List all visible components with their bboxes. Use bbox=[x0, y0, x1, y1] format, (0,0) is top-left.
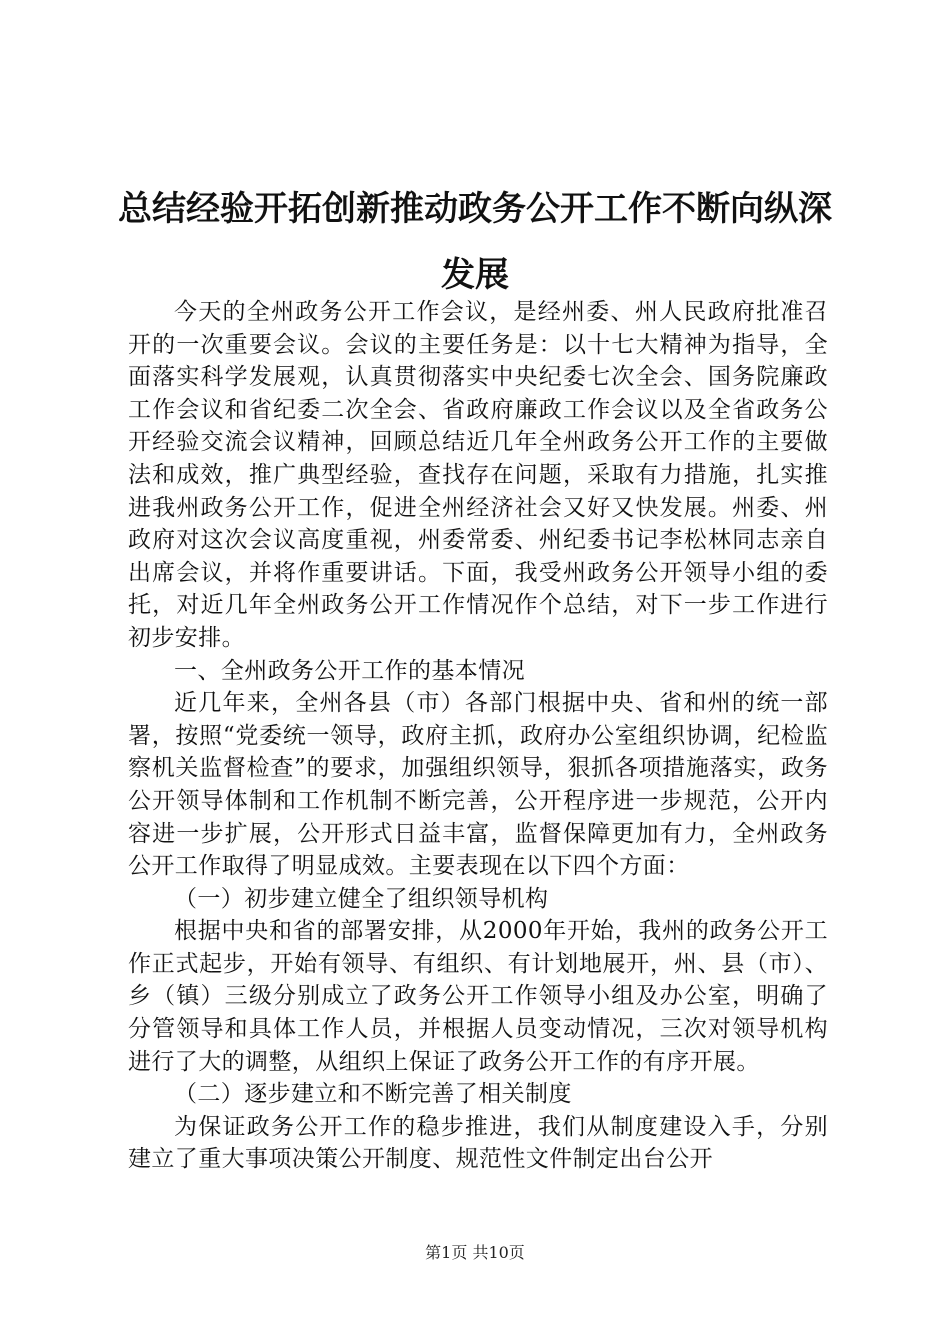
document-title: 总结经验开拓创新推动政务公开工作不断向纵深发展 bbox=[118, 189, 832, 295]
subsection-heading-2: （二）逐步建立和不断完善了相关制度 bbox=[174, 1081, 572, 1108]
paragraph-systems: 为保证政务公开工作的稳步推进，我们从制度建设入手，分别建立了重大事项决策公开制度、规范性文件制定出台公开 bbox=[128, 1113, 828, 1173]
paragraph-organization: 根据中央和省的部署安排，从2000年开始，我州的政务公开工作正式起步，开始有领导、有组织、有计划地展开，州、县（市）、乡（镇）三级分别成立了政务公开工作领导小组及办公室，明确了分管领导和具体工作人员，并根据人员变动情况，三次对领导机构进行了大的调整，从组织上保证了政务公开工作的有序开展。 bbox=[128, 918, 828, 1075]
paragraph-intro: 今天的全州政务公开工作会议，是经州委、州人民政府批准召开的一次重要会议。会议的主要任务是：以十七大精神为指导，全面落实科学发展观，认真贯彻落实中央纪委七次全会、国务院廉政工作会议和省纪委二次全会、省政府廉政工作会议以及全省政务公开经验交流会议精神，回顾总结近几年全州政务公开工作的主要做法和成效，推广典型经验，查找存在问题，采取有力措施，扎实推进我州政务公开工作，促进全州经济社会又好又快发展。州委、州政府对这次会议高度重视，州委常委、州纪委书记李松林同志亲自出席会议，并将作重要讲话。下面，我受州政务公开领导小组的委托，对近几年全州政务公开工作情况作个总结，对下一步工作进行初步安排。 bbox=[128, 299, 828, 651]
subsection-heading-1: （一）初步建立健全了组织领导机构 bbox=[174, 885, 549, 912]
section-heading-1: 一、全州政务公开工作的基本情况 bbox=[174, 657, 525, 684]
page-number-footer: 第1页 共10页 bbox=[425, 1243, 525, 1262]
document-body bbox=[128, 296, 828, 1176]
paragraph-overview: 近几年来，全州各县（市）各部门根据中央、省和州的统一部署，按照“党委统一领导，政府主抓，政府办公室组织协调，纪检监察机关监督检查”的要求，加强组织领导，狠抓各项措施落实，政务公开领导体制和工作机制不断完善，公开程序进一步规范，公开内容进一步扩展，公开形式日益丰富，监督保障更加有力，全州政务公开工作取得了明显成效。主要表现在以下四个方面： bbox=[128, 690, 828, 880]
